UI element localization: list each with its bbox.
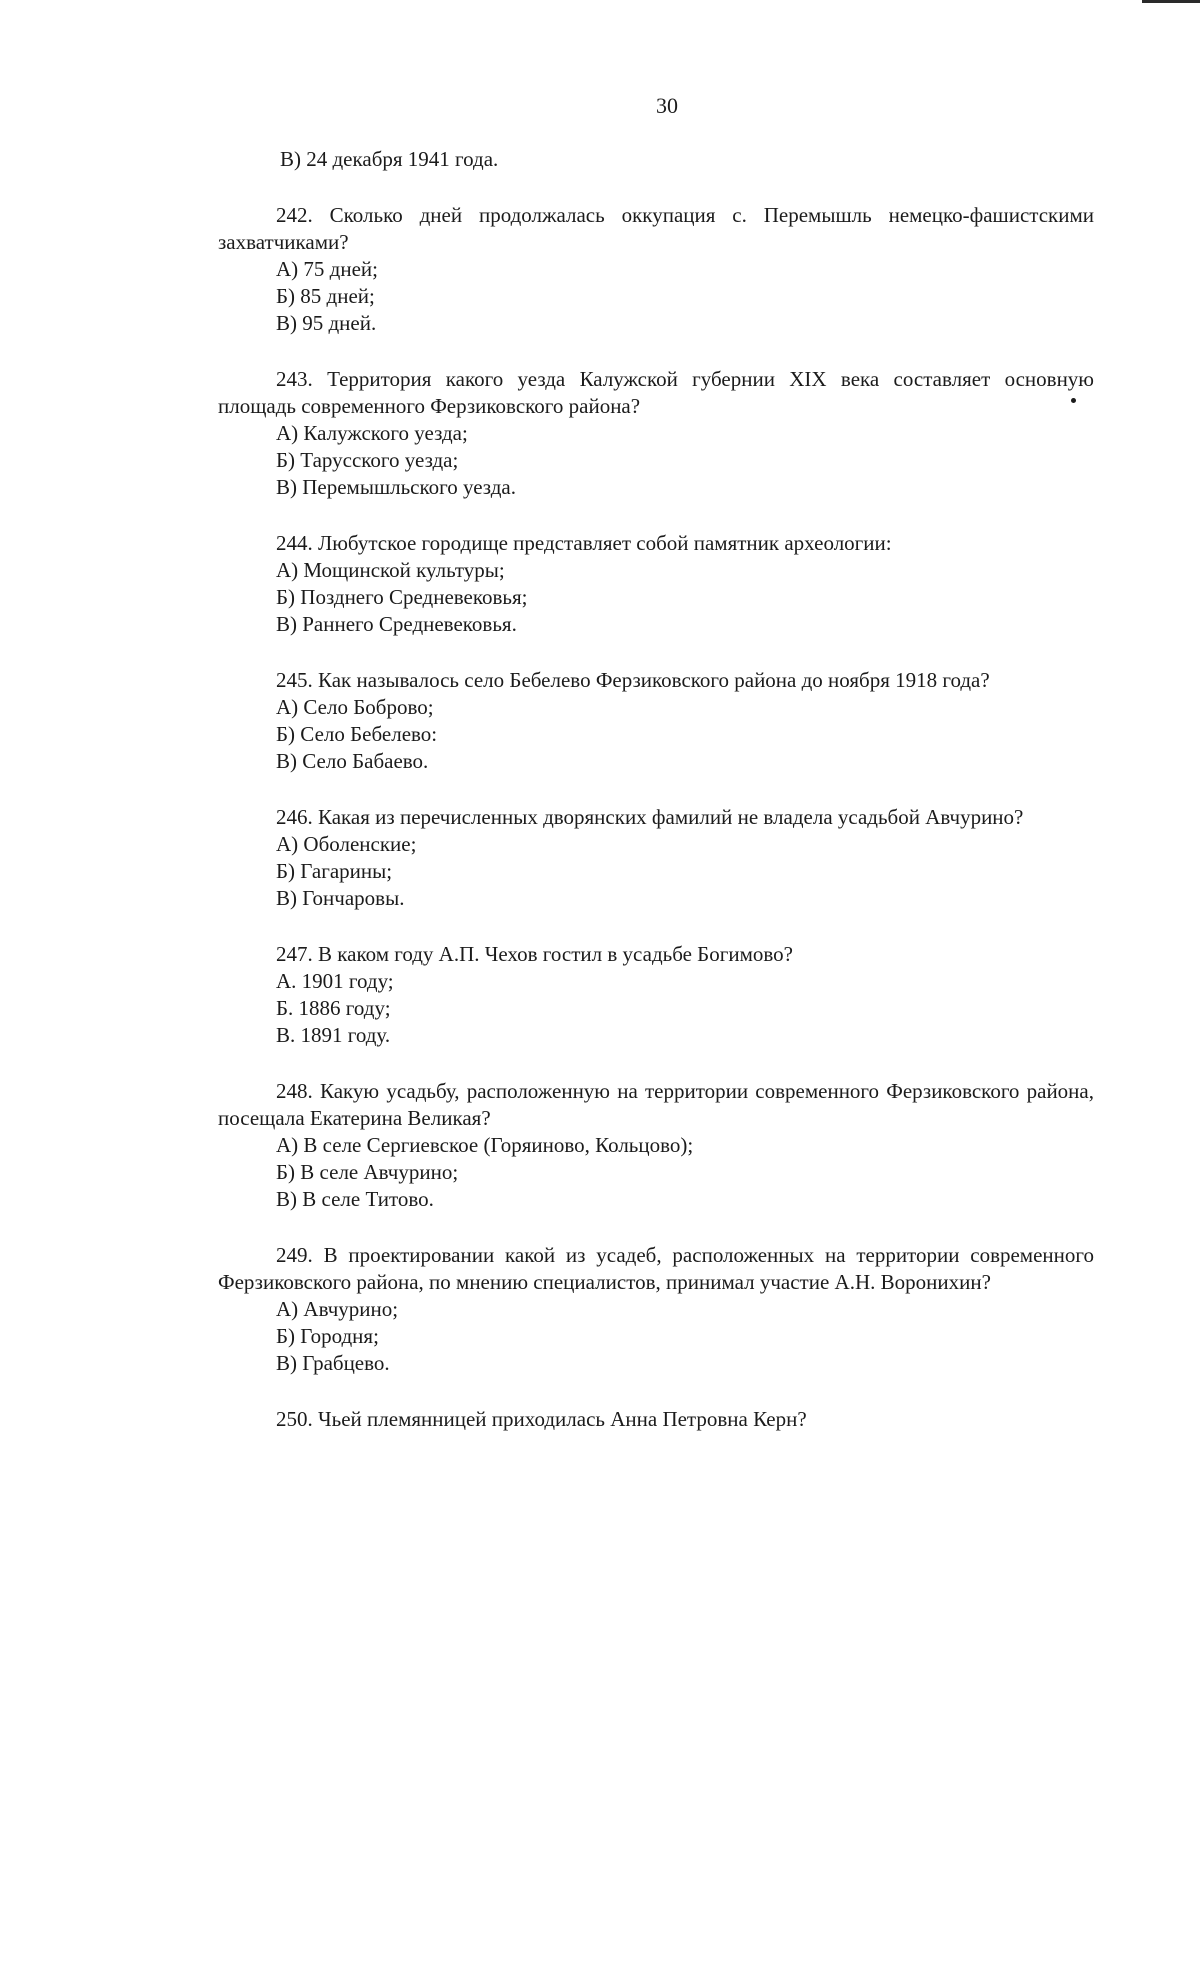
answer-option: В) В селе Титово. [276, 1187, 434, 1211]
question-text: 249. В проектировании какой из усадеб, расположенных на территории современного Ферзиковского района, по мнению специалистов, принимал участие А.Н. Воронихин? [218, 1243, 1094, 1294]
question-245 [218, 667, 1094, 775]
question-text: 247. В каком году А.П. Чехов гостил в усадьбе Богимово? [276, 942, 793, 966]
question-text: 242. Сколько дней продолжалась оккупация с. Перемышль немецко-фашистскими захватчиками? [218, 203, 1094, 254]
answer-option: А) Оболенские; [276, 832, 417, 856]
question-242 [218, 202, 1094, 337]
answer-option: Б) В селе Авчурино; [276, 1160, 459, 1184]
answer-option: А. 1901 году; [276, 969, 394, 993]
question-text: 250. Чьей племянницей приходилась Анна Петровна Керн? [276, 1407, 807, 1431]
answer-option: Б) 85 дней; [276, 284, 375, 308]
answer-option: Б) Гагарины; [276, 859, 393, 883]
top-edge-rule [1142, 0, 1200, 3]
question-246 [218, 804, 1094, 912]
answer-option: В) Перемышльского уезда. [276, 475, 516, 499]
question-247 [218, 941, 1094, 1049]
answer-option: Б) Село Бебелево: [276, 722, 438, 746]
continued-answer-option: В) 24 декабря 1941 года. [280, 147, 499, 171]
question-248 [218, 1078, 1094, 1213]
answer-option: А) 75 дней; [276, 257, 378, 281]
page-number: 30 [656, 93, 678, 118]
document-body [218, 146, 1094, 1462]
answer-option: Б) Городня; [276, 1324, 379, 1348]
answer-option: А) В селе Сергиевское (Горяиново, Кольцово); [276, 1133, 694, 1157]
answer-option: А) Мощинской культуры; [276, 558, 505, 582]
answer-option: Б) Позднего Средневековья; [276, 585, 528, 609]
answer-option: В) 95 дней. [276, 311, 377, 335]
question-text: 248. Какую усадьбу, расположенную на территории современного Ферзиковского района, посещала Екатерина Великая? [218, 1079, 1094, 1130]
question-text: 245. Как называлось село Бебелево Ферзиковского района до ноября 1918 года? [276, 668, 990, 692]
question-244 [218, 530, 1094, 638]
question-250 [218, 1406, 1094, 1433]
answer-option: В) Гончаровы. [276, 886, 405, 910]
answer-option: Б) Тарусского уезда; [276, 448, 459, 472]
answer-option: В. 1891 году. [276, 1023, 391, 1047]
answer-option: В) Село Бабаево. [276, 749, 429, 773]
question-text: 243. Территория какого уезда Калужской губернии XIX века составляет основную площадь современного Ферзиковского района? [218, 367, 1094, 418]
answer-option: А) Авчурино; [276, 1297, 399, 1321]
question-text: 246. Какая из перечисленных дворянских фамилий не владела усадьбой Авчурино? [276, 805, 1024, 829]
question-243 [218, 366, 1094, 501]
answer-option: А) Калужского уезда; [276, 421, 468, 445]
question-text: 244. Любутское городище представляет собой памятник археологии: [276, 531, 892, 555]
question-249 [218, 1242, 1094, 1377]
answer-option: В) Раннего Средневековья. [276, 612, 517, 636]
answer-option: Б. 1886 году; [276, 996, 391, 1020]
answer-option: А) Село Боброво; [276, 695, 434, 719]
answer-option: В) Грабцево. [276, 1351, 390, 1375]
